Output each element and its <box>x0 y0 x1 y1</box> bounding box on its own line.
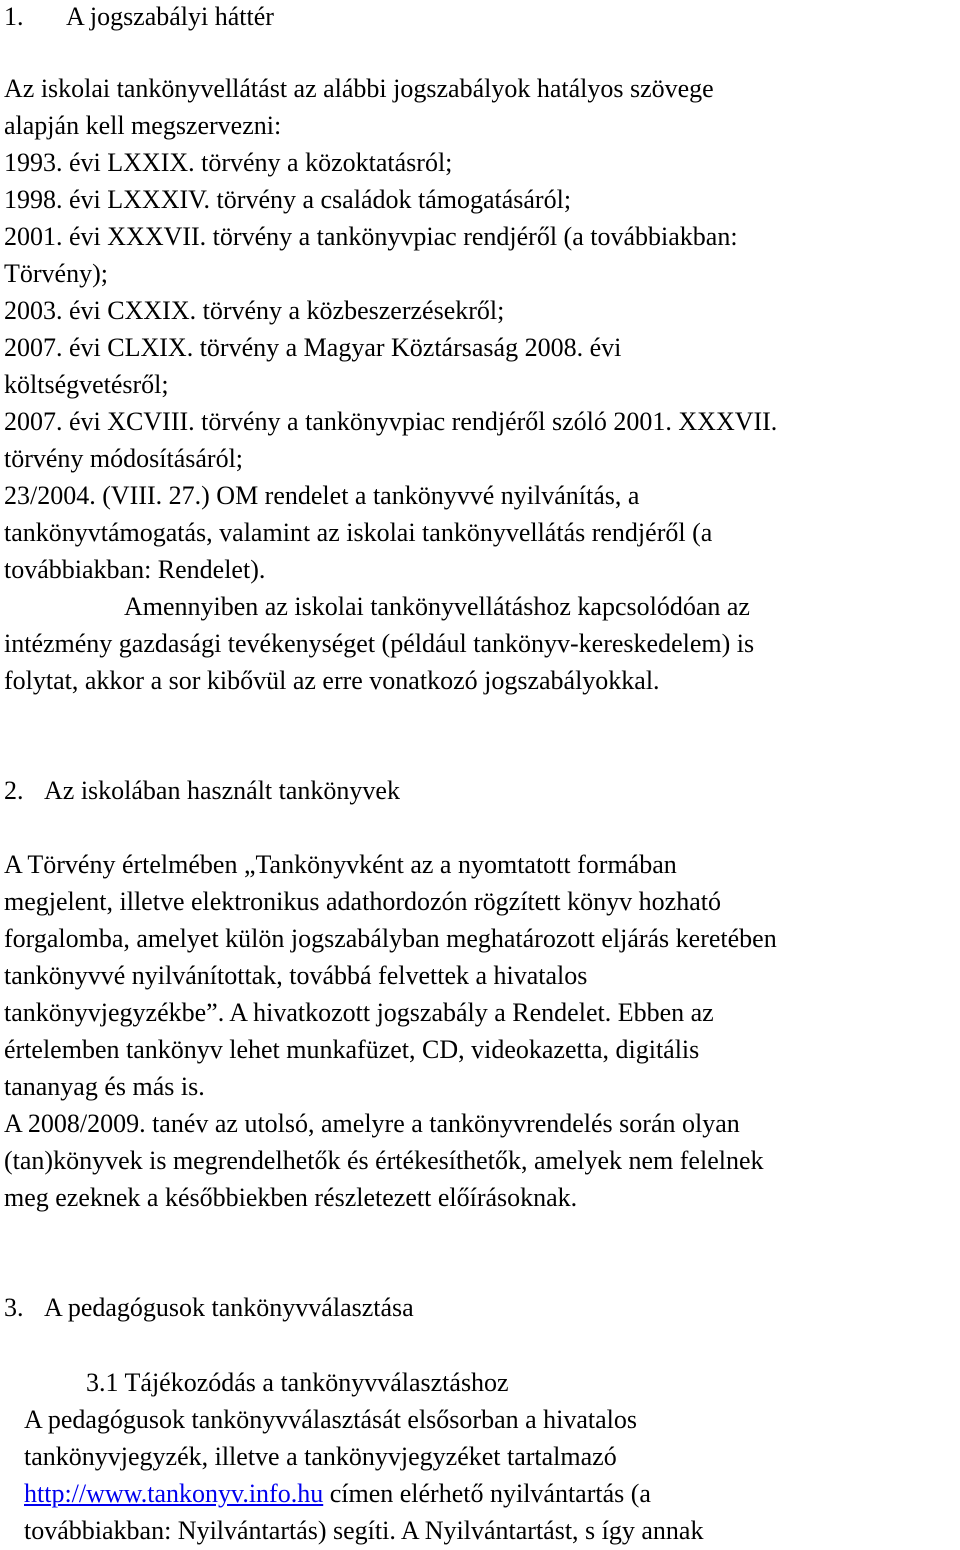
section-1-line: Törvény); <box>4 259 108 288</box>
section-1-line: Amennyiben az iskolai tankönyvellátáshoz kapcsolódóan az <box>124 592 750 621</box>
section-2-line: A Törvény értelmében „Tankönyvként az a nyomtatott formában <box>4 850 677 879</box>
section-1-line: Az iskolai tankönyvellátást az alábbi jogszabályok hatályos szövege <box>4 74 714 103</box>
section-2-heading <box>4 776 400 806</box>
section-3-line: tankönyvjegyzék, illetve a tankönyvjegyzéket tartalmazó <box>24 1442 617 1471</box>
section-1-line: 1993. évi LXXIX. törvény a közoktatásról; <box>4 148 453 177</box>
section-1-line: folytat, akkor a sor kibővül az erre vonatkozó jogszabályokkal. <box>4 666 660 695</box>
section-1-line: 2007. évi XCVIII. törvény a tankönyvpiac rendjéről szóló 2001. XXXVII. <box>4 407 778 436</box>
section-3-line: továbbiakban: Nyilvántartás) segíti. A Nyilvántartást, s így annak <box>24 1516 704 1545</box>
section-1-number: 1. <box>4 2 24 31</box>
section-2-line: tankönyvjegyzékbe”. A hivatkozott jogszabály a Rendelet. Ebben az <box>4 998 714 1027</box>
section-2-line: értelemben tankönyv lehet munkafüzet, CD, videokazetta, digitális <box>4 1035 700 1064</box>
section-3-title: A pedagógusok tankönyvválasztása <box>44 1293 414 1322</box>
tankonyv-info-link[interactable]: http://www.tankonyv.info.hu <box>24 1479 324 1508</box>
section-2-line: (tan)könyvek is megrendelhetők és értékesíthetők, amelyek nem felelnek <box>4 1146 764 1175</box>
section-1-line: 2001. évi XXXVII. törvény a tankönyvpiac rendjéről (a továbbiakban: <box>4 222 738 251</box>
subsection-3-1-heading: 3.1 Tájékozódás a tankönyvválasztáshoz <box>86 1368 509 1397</box>
section-2-line: forgalomba, amelyet külön jogszabályban meghatározott eljárás keretében <box>4 924 777 953</box>
section-2-line: megjelent, illetve elektronikus adathordozón rögzített könyv hozható <box>4 887 721 916</box>
section-1-line: intézmény gazdasági tevékenységet (például tankönyv-kereskedelem) is <box>4 629 755 658</box>
section-1-heading <box>4 2 274 32</box>
section-2-number: 2. <box>4 776 24 805</box>
section-1-line: költségvetésről; <box>4 370 169 399</box>
section-2-line: A 2008/2009. tanév az utolsó, amelyre a tankönyvrendelés során olyan <box>4 1109 740 1138</box>
section-2-line: tananyag és más is. <box>4 1072 205 1101</box>
section-3-line: A pedagógusok tankönyvválasztását elsősorban a hivatalos <box>24 1405 638 1434</box>
section-3-link-line <box>24 1479 651 1509</box>
section-1-line: tankönyvtámogatás, valamint az iskolai tankönyvellátás rendjéről (a <box>4 518 713 547</box>
section-1-title: A jogszabályi háttér <box>66 2 274 31</box>
section-2-title: Az iskolában használt tankönyvek <box>44 776 400 805</box>
section-3-link-suffix: címen elérhető nyilvántartás (a <box>323 1479 651 1508</box>
section-1-line: alapján kell megszervezni: <box>4 111 282 140</box>
section-1-line: továbbiakban: Rendelet). <box>4 555 266 584</box>
section-1-line: 1998. évi LXXXIV. törvény a családok támogatásáról; <box>4 185 572 214</box>
section-1-line: 2007. évi CLXIX. törvény a Magyar Köztársaság 2008. évi <box>4 333 622 362</box>
section-3-number: 3. <box>4 1293 24 1322</box>
section-3-heading <box>4 1293 414 1323</box>
section-1-line: törvény módosításáról; <box>4 444 244 473</box>
section-2-line: meg ezeknek a későbbiekben részletezett előírásoknak. <box>4 1183 578 1212</box>
section-1-line: 23/2004. (VIII. 27.) OM rendelet a tankönyvvé nyilvánítás, a <box>4 481 640 510</box>
section-1-line: 2003. évi CXXIX. törvény a közbeszerzésekről; <box>4 296 505 325</box>
section-2-line: tankönyvvé nyilvánítottak, továbbá felvettek a hivatalos <box>4 961 588 990</box>
